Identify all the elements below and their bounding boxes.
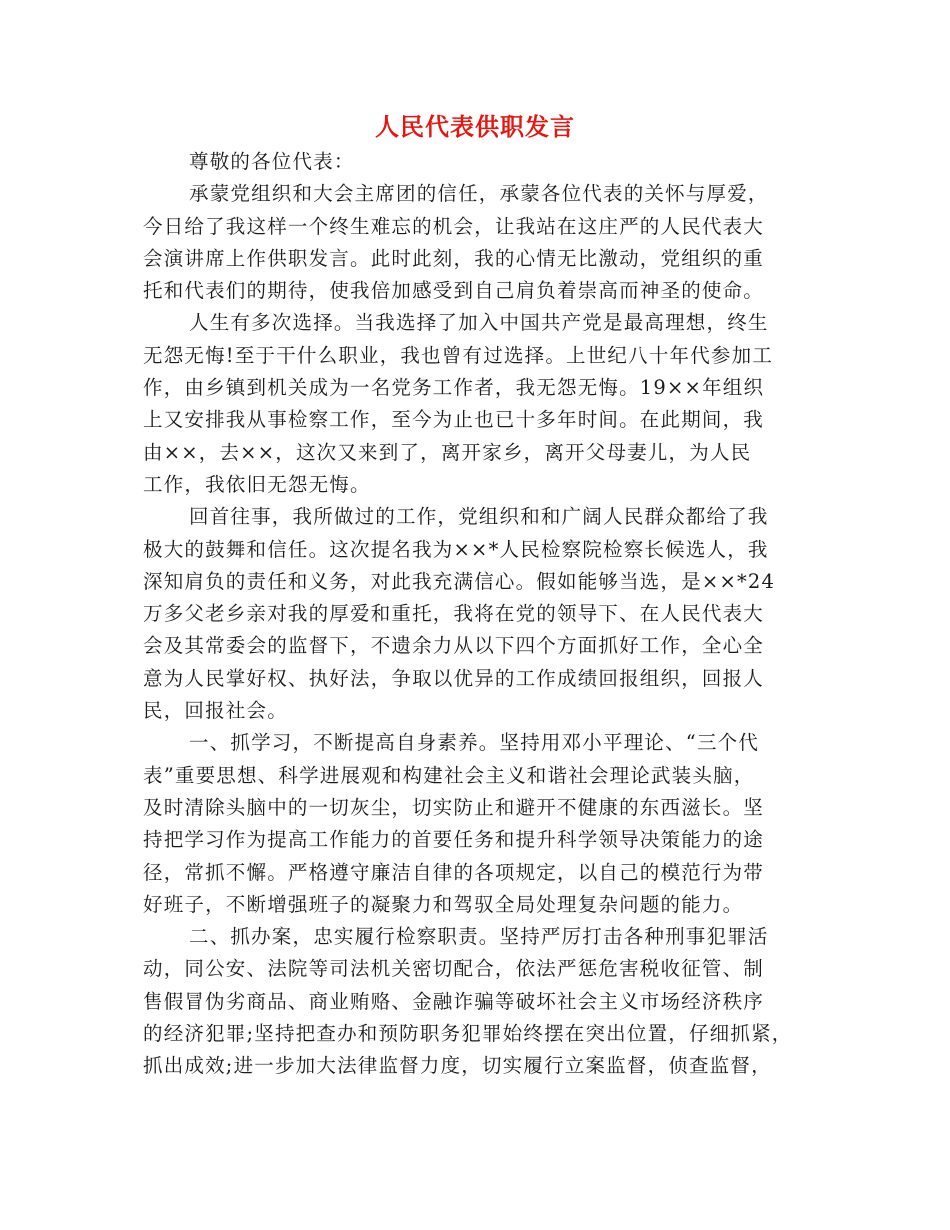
text-line: 托和代表们的期待，使我倍加感受到自己肩负着崇高而神圣的使命。: [143, 279, 765, 303]
text-line: 今日给了我这样一个终生难忘的机会，让我站在这庄严的人民代表大: [143, 214, 765, 238]
document-title: 人民代表供职发言: [375, 112, 575, 141]
text-line: 万多父老乡亲对我的厚爱和重托，我将在党的领导下、在人民代表大: [143, 602, 765, 626]
text-line: 极大的鼓舞和信任。这次提名我为××*人民检察院检察长候选人，我: [143, 537, 769, 561]
text-line: 工作，我依旧无怨无悔。: [143, 472, 371, 496]
text-line: 抓出成效;进一步加大法律监督力度，切实履行立案监督，侦查监督，: [143, 1054, 772, 1078]
document-body: [143, 146, 807, 1083]
text-line: 由××，去××，这次又来到了，离开家乡，离开父母妻儿，为人民: [143, 440, 752, 464]
text-line: 的经济犯罪;坚持把查办和预防职务犯罪始终摆在突出位置，仔细抓紧，: [143, 1022, 793, 1046]
text-line: 作，由乡镇到机关成为一名党务工作者，我无怨无悔。19××年组织: [143, 376, 765, 400]
text-line: 回首往事，我所做过的工作，党组织和和广阔人民群众都给了我: [189, 505, 769, 529]
text-line: 二、抓办案，忠实履行检察职责。坚持严厉打击各种刑事犯罪活: [189, 925, 769, 949]
text-line: 民，回报社会。: [143, 699, 288, 723]
text-line: 无怨无悔!至于干什么职业，我也曾有过选择。上世纪八十年代参加工: [143, 343, 774, 367]
text-line: 及时清除头脑中的一切灰尘，切实防止和避开不健康的东西滋长。坚: [143, 795, 765, 819]
text-line: 会演讲席上作供职发言。此时此刻，我的心情无比激动，党组织的重: [143, 246, 765, 270]
text-line: 好班子，不断增强班子的凝聚力和驾驭全局处理复杂问题的能力。: [143, 892, 744, 916]
text-line: 售假冒伪劣商品、商业贿赂、金融诈骗等破坏社会主义市场经济秩序: [143, 989, 765, 1013]
text-line: 尊敬的各位代表：: [189, 150, 355, 173]
text-line: 表”重要思想、科学进展观和构建社会主义和谐社会理论武装头脑，: [143, 763, 755, 787]
text-line: 深知肩负的责任和义务，对此我充满信心。假如能够当选，是××*24: [143, 569, 776, 593]
text-line: 上又安排我从事检察工作，至今为止也已十多年时间。在此期间，我: [143, 408, 765, 432]
text-line: 持把学习作为提高工作能力的首要任务和提升科学领导决策能力的途: [143, 828, 765, 852]
text-line: 动，同公安、法院等司法机关密切配合，依法严惩危害税收征管、制: [143, 957, 765, 981]
text-line: 承蒙党组织和大会主席团的信任，承蒙各位代表的关怀与厚爱，: [189, 182, 769, 206]
text-line: 径，常抓不懈。严格遵守廉洁自律的各项规定，以自己的模范行为带: [143, 860, 765, 884]
text-line: 会及其常委会的监督下，不遗余力从以下四个方面抓好工作，全心全: [143, 634, 765, 658]
text-line: 人生有多次选择。当我选择了加入中国共产党是最高理想，终生: [189, 311, 769, 335]
text-line: 一、抓学习，不断提高自身素养。坚持用邓小平理论、“三个代: [189, 731, 760, 755]
text-line: 意为人民掌好权、执好法，争取以优异的工作成绩回报组织，回报人: [143, 666, 765, 690]
